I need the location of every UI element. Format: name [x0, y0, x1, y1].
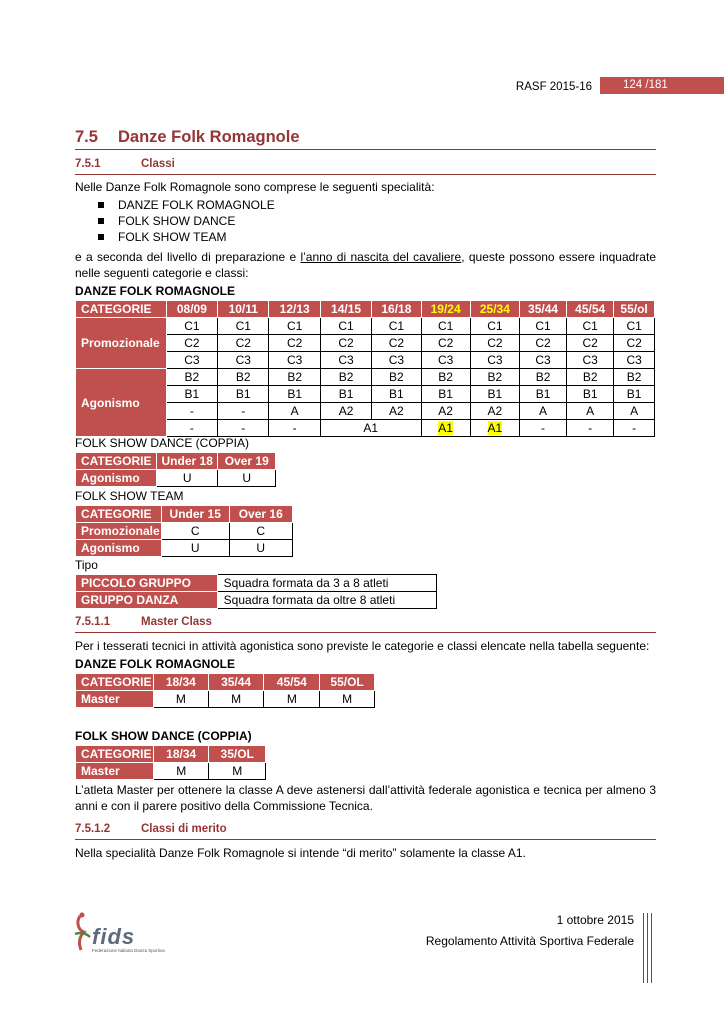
subsection-rule	[75, 632, 656, 633]
table-cell: A	[269, 403, 320, 420]
table4-title: Tipo	[75, 558, 98, 572]
table-cell: C2	[166, 335, 217, 352]
table-header-row	[76, 746, 266, 763]
table-row	[76, 318, 655, 335]
header-cell: 18/34	[153, 746, 208, 763]
list-item: DANZE FOLK ROMAGNOLE	[98, 197, 275, 213]
table-cell: U	[218, 470, 276, 487]
table-cell: B2	[520, 369, 567, 386]
subsection-title-text: Classi	[141, 158, 175, 170]
row-label: PICCOLO GRUPPO	[76, 575, 218, 592]
header-cell: CATEGORIE	[76, 746, 154, 763]
row-label: GRUPPO DANZA	[76, 592, 218, 609]
header-cell: 45/54	[264, 674, 320, 691]
table-cell: C2	[320, 335, 371, 352]
table-cell: A2	[320, 403, 371, 420]
table-tipo	[75, 574, 437, 609]
header-cell: 16/18	[372, 301, 421, 318]
table-cell: M	[153, 691, 208, 708]
table-folk-show-team	[75, 505, 293, 557]
table-cell: B2	[614, 369, 655, 386]
table-cell: U	[156, 470, 218, 487]
logo-subtext: Federazione Italiana Danza Sportiva	[92, 948, 165, 953]
table-cell: B2	[218, 369, 269, 386]
subsection-title-text: Classi di merito	[141, 823, 227, 835]
table-cell: A1	[320, 420, 421, 437]
table-folk-show-dance	[75, 452, 276, 487]
table-cell: B2	[372, 369, 421, 386]
table-cell: C	[161, 523, 229, 540]
row-label: Agonismo	[76, 470, 157, 487]
header-cell: 08/09	[166, 301, 217, 318]
master-class-title	[75, 616, 212, 628]
table-master-danze	[75, 673, 375, 708]
table-cell: C3	[520, 352, 567, 369]
table-cell: B1	[470, 386, 519, 403]
header-cell: Under 15	[161, 506, 229, 523]
table-cell: C3	[470, 352, 519, 369]
table-cell: B2	[567, 369, 614, 386]
table-master-show	[75, 745, 266, 780]
table-cell: C	[229, 523, 293, 540]
table-cell: M	[320, 691, 375, 708]
table-cell: -	[520, 420, 567, 437]
table2-title: FOLK SHOW DANCE (COPPIA)	[75, 436, 250, 450]
subsection-title-text: Master Class	[141, 616, 212, 628]
table-cell: -	[218, 403, 269, 420]
table-cell: Squadra formata da oltre 8 atleti	[217, 592, 436, 609]
table-cell: B1	[567, 386, 614, 403]
table-cell: A2	[372, 403, 421, 420]
table-cell: C3	[320, 352, 371, 369]
footer-decoration	[643, 913, 652, 983]
specialty-list	[98, 197, 275, 245]
table-cell: B2	[421, 369, 470, 386]
para-pre: e a seconda del livello di preparazione e	[75, 250, 301, 264]
table-header-row	[76, 453, 276, 470]
table-cell: C2	[269, 335, 320, 352]
table-cell: M	[208, 691, 264, 708]
table-cell: B2	[269, 369, 320, 386]
fids-logo	[72, 912, 165, 957]
table-cell: C1	[166, 318, 217, 335]
table-cell: C3	[269, 352, 320, 369]
table-cell: C1	[520, 318, 567, 335]
header-cell: 35/OL	[209, 746, 266, 763]
footer-date: 1 ottobre 2015	[556, 913, 634, 927]
table-cell: -	[166, 403, 217, 420]
table-row	[76, 592, 437, 609]
subsection-rule	[75, 839, 656, 840]
table-cell: C2	[470, 335, 519, 352]
subsection-number: 7.5.1.1	[75, 616, 111, 628]
header-cell: Under 18	[156, 453, 218, 470]
header-cell: 14/15	[320, 301, 371, 318]
table-cell: Squadra formata da 3 a 8 atleti	[217, 575, 436, 592]
table-cell: C3	[166, 352, 217, 369]
table6-title: FOLK SHOW DANCE (COPPIA)	[75, 729, 252, 743]
table-cell: C1	[269, 318, 320, 335]
row-label: Master	[76, 763, 154, 780]
table-row	[76, 369, 655, 386]
page-number: 124 /181	[600, 77, 724, 94]
table-cell: -	[567, 420, 614, 437]
table1-title: DANZE FOLK ROMAGNOLE	[75, 284, 235, 298]
table-cell: A2	[470, 403, 519, 420]
table-cell: C3	[218, 352, 269, 369]
table-row	[76, 691, 375, 708]
master-intro: Per i tesserati tecnici in attività agonistica sono previste le categorie e classi elencate nella tabella seguente:	[75, 639, 650, 653]
table3-title: FOLK SHOW TEAM	[75, 489, 184, 503]
table-cell: B1	[320, 386, 371, 403]
header-cell: Over 16	[229, 506, 293, 523]
logo-text: fids	[92, 924, 136, 949]
table-danze-folk	[75, 300, 655, 437]
subsection-number: 7.5.1	[75, 158, 101, 170]
table-cell: -	[166, 420, 217, 437]
para-post: , queste possono essere inquadrate nelle seguenti categorie e classi:	[75, 250, 656, 280]
header-cell: 12/13	[269, 301, 320, 318]
intro-paragraph: Nelle Danze Folk Romagnole sono comprese le seguenti specialità:	[75, 180, 435, 194]
table-row	[76, 763, 266, 780]
categories-paragraph	[75, 249, 656, 281]
table-cell: C2	[218, 335, 269, 352]
table-cell: A	[614, 403, 655, 420]
table-cell: B2	[166, 369, 217, 386]
subsection-number: 7.5.1.2	[75, 823, 111, 835]
table-cell: M	[209, 763, 266, 780]
header-cell: CATEGORIE	[76, 674, 154, 691]
header-cell: 19/24	[421, 301, 470, 318]
list-item: FOLK SHOW TEAM	[98, 229, 275, 245]
table-cell: B1	[421, 386, 470, 403]
table-cell: B2	[470, 369, 519, 386]
table-cell: A2	[421, 403, 470, 420]
highlight-text: A1	[487, 421, 503, 435]
table-cell: C1	[614, 318, 655, 335]
footer-doc: Regolamento Attività Sportiva Federale	[425, 934, 634, 948]
table-cell: C1	[372, 318, 421, 335]
table-cell: U	[229, 540, 293, 557]
table-cell: B1	[218, 386, 269, 403]
para-underlined: l’anno di nascita del cavaliere	[300, 250, 462, 264]
section-rule	[75, 149, 656, 150]
table-cell: C1	[567, 318, 614, 335]
table-row	[76, 540, 293, 557]
table-cell: M	[153, 763, 208, 780]
table-cell: B1	[372, 386, 421, 403]
header-cell: 55/ol	[614, 301, 655, 318]
highlight-text: A1	[438, 421, 453, 435]
table-cell: B1	[614, 386, 655, 403]
table-row	[76, 470, 276, 487]
section-title-text: Danze Folk Romagnole	[118, 128, 300, 146]
table-cell: B1	[166, 386, 217, 403]
header-cell: 45/54	[567, 301, 614, 318]
header-cell: 55/OL	[320, 674, 375, 691]
header-cell: CATEGORIE	[76, 506, 162, 523]
section-number: 7.5	[75, 128, 98, 146]
table-cell: B2	[320, 369, 371, 386]
header-cell: 10/11	[218, 301, 269, 318]
header-cell: Over 19	[218, 453, 276, 470]
table-cell: C2	[614, 335, 655, 352]
table-row	[76, 575, 437, 592]
table5-title: DANZE FOLK ROMAGNOLE	[75, 657, 235, 671]
header-cell: CATEGORIE	[76, 301, 167, 318]
header-cell: 35/44	[520, 301, 567, 318]
table-cell: C3	[567, 352, 614, 369]
table-cell: M	[264, 691, 320, 708]
master-note: L’atleta Master per ottenere la classe A deve astenersi dall’attività federale agonistica e tecnica per almeno 3 anni e con il parere positivo della Commissione Tecnica.	[75, 783, 656, 813]
table-row	[76, 523, 293, 540]
table-cell-highlight	[421, 420, 470, 437]
table-header-row	[76, 506, 293, 523]
subsection-title	[75, 158, 175, 170]
table-cell: C2	[372, 335, 421, 352]
merit-title	[75, 823, 227, 835]
table-cell: A	[567, 403, 614, 420]
table-cell: -	[218, 420, 269, 437]
table-cell: U	[161, 540, 229, 557]
header-cell: 18/34	[153, 674, 208, 691]
table-cell: B1	[269, 386, 320, 403]
table-cell: -	[269, 420, 320, 437]
table-cell: C2	[520, 335, 567, 352]
table-header-row	[76, 674, 375, 691]
category-agonismo: Agonismo	[76, 369, 167, 437]
table-cell-highlight	[470, 420, 519, 437]
section-title	[75, 128, 300, 147]
table-header-row	[76, 301, 655, 318]
row-label: Promozionale	[76, 523, 162, 540]
table-cell: C2	[421, 335, 470, 352]
category-promozionale: Promozionale	[76, 318, 167, 369]
table-cell: C3	[421, 352, 470, 369]
table-cell: C1	[218, 318, 269, 335]
header-doc: RASF 2015-16	[515, 81, 592, 93]
row-label: Agonismo	[76, 540, 162, 557]
header-cell: CATEGORIE	[76, 453, 157, 470]
subsection-rule	[75, 174, 656, 175]
table-cell: A	[520, 403, 567, 420]
table-cell: B1	[520, 386, 567, 403]
table-cell: C3	[614, 352, 655, 369]
header-cell: 35/44	[208, 674, 264, 691]
row-label: Master	[76, 691, 154, 708]
table-cell: -	[614, 420, 655, 437]
header-cell: 25/34	[470, 301, 519, 318]
table-cell: C1	[470, 318, 519, 335]
list-item: FOLK SHOW DANCE	[98, 213, 275, 229]
merit-text: Nella specialità Danze Folk Romagnole si intende “di merito” solamente la classe A1.	[75, 846, 526, 860]
table-cell: C3	[372, 352, 421, 369]
table-cell: C2	[567, 335, 614, 352]
table-cell: C1	[421, 318, 470, 335]
table-cell: C1	[320, 318, 371, 335]
